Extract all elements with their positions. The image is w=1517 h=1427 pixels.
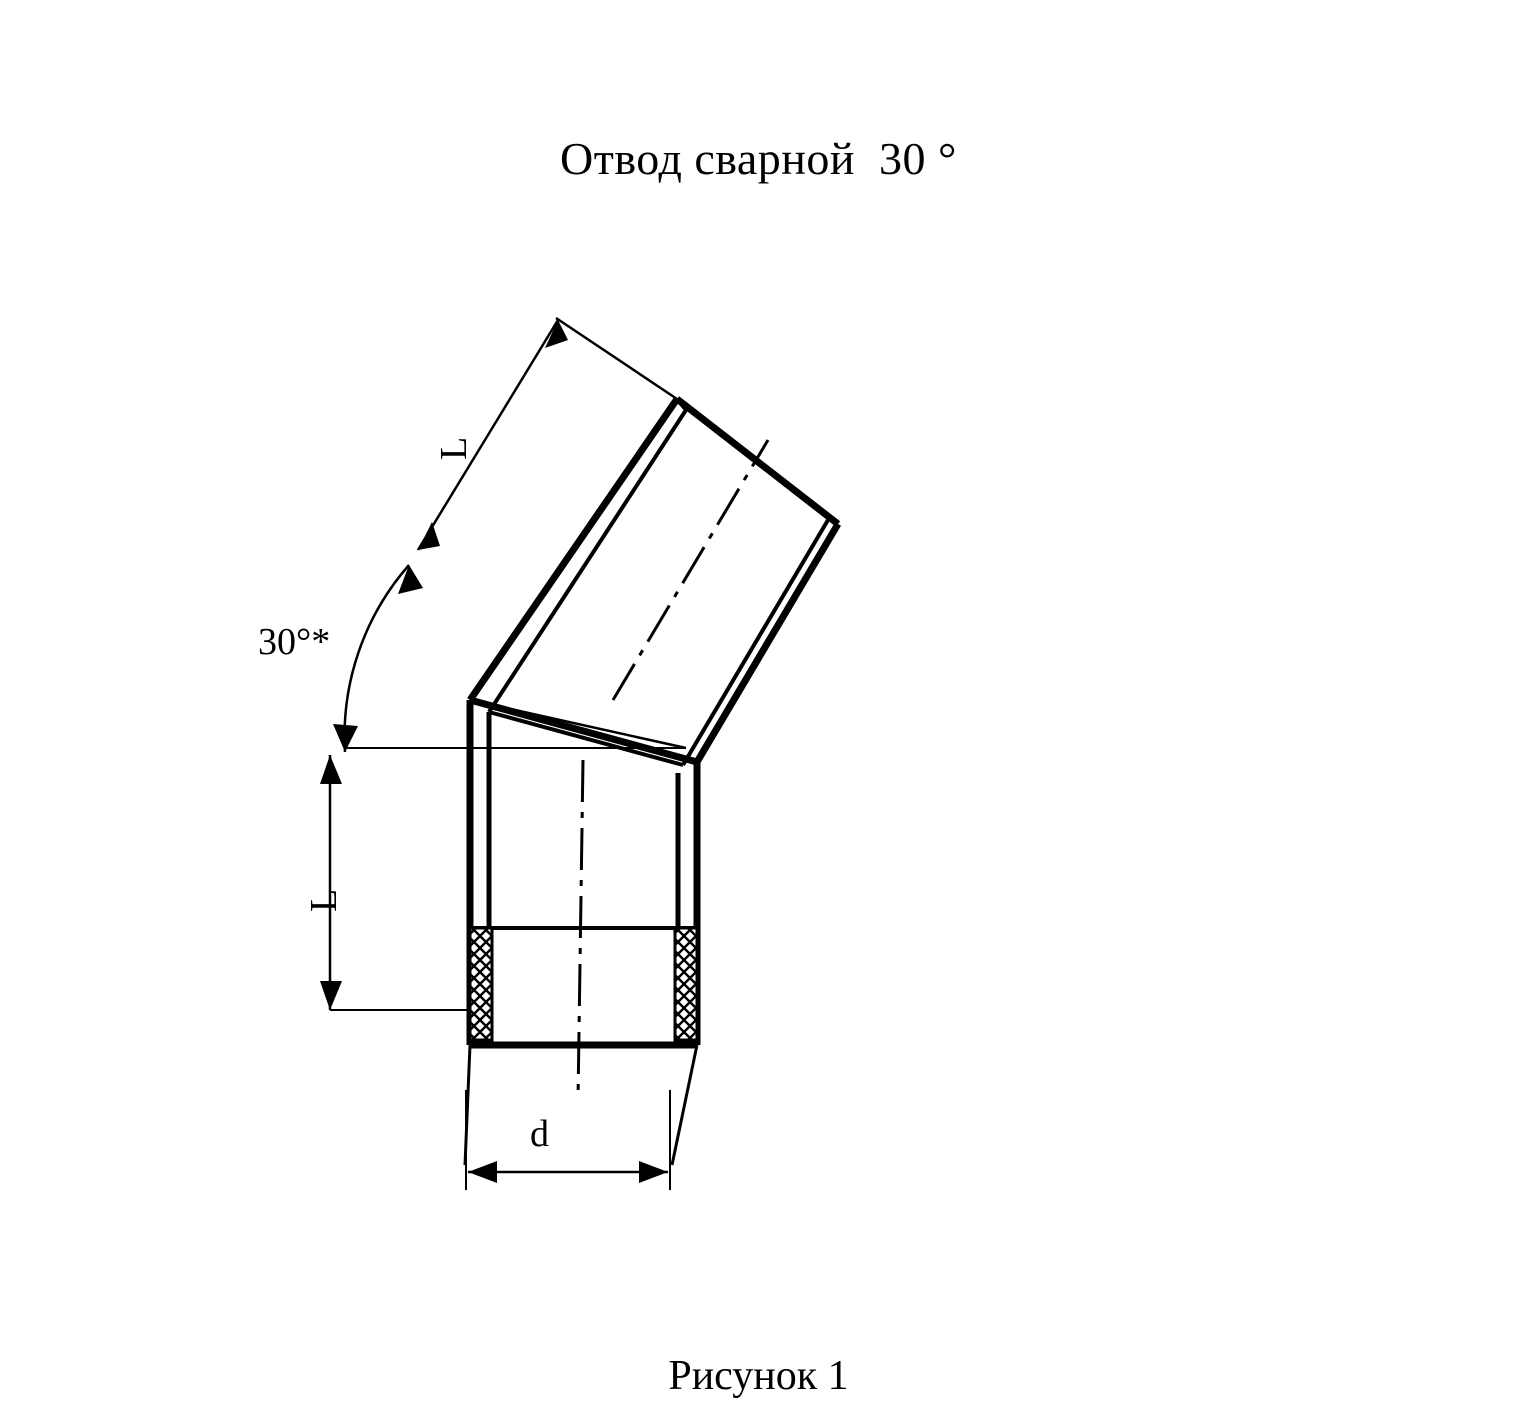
page-title: Отвод сварной 30 °: [560, 133, 957, 184]
dimension-L-lower: [320, 755, 470, 1010]
dimension-L-upper: [418, 318, 686, 748]
dimension-angle: [333, 565, 686, 752]
length-lower-label: L: [303, 888, 345, 912]
upper-pipe: [470, 399, 838, 765]
dimension-d: [466, 1090, 670, 1190]
center-lines: [578, 440, 768, 1100]
diameter-label: d: [530, 1113, 549, 1155]
angle-label: 30°*: [258, 621, 331, 663]
mitre-joint: [470, 700, 697, 765]
wall-hatch-left: [470, 928, 492, 1040]
figure-caption: Рисунок 1: [668, 1353, 849, 1399]
length-upper-label: L: [433, 436, 475, 460]
wall-hatch-right: [675, 928, 697, 1040]
